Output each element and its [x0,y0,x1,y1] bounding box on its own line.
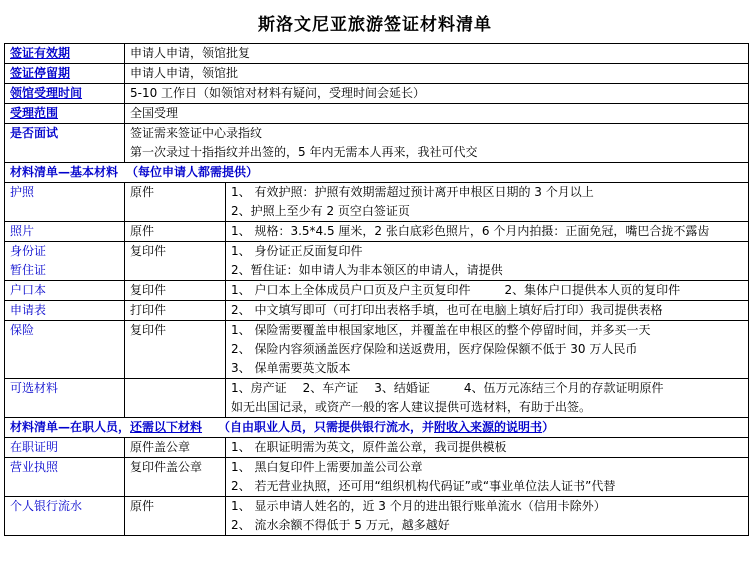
material-detail: 1、 身份证正反面复印件 2、暂住证：如申请人为非本领区的申请人，请提供 [226,242,749,281]
info-row-validity [5,44,749,64]
material-type [125,379,226,418]
section-note-emphasis: 附收入来源的说明书 [434,420,543,434]
info-label: 领馆受理时间 [5,84,125,104]
material-row-id-card [5,242,749,281]
info-value: 签证需来签证中心录指纹 第一次录过十指指纹并出签的，5 年内无需本人再来，我社可代交 [125,124,749,163]
section-title-emphasis: 还需以下材料 [130,420,203,434]
info-value: 5-10 工作日（如领馆对材料有疑问，受理时间会延长） [125,84,749,104]
material-detail: 1、 显示申请人姓名的，近 3 个月的进出银行账单流水（信用卡除外） 2、 流水余额不得低于 5 万元，越多越好 [226,497,749,536]
section-title: 材料清单—在职人员， [10,420,131,434]
material-detail: 1、房产证 2、车产证 3、结婚证 4、伍万元冻结三个月的存款证明原件 如无出国记录，或资产一般的客人建议提供可选材料，有助于出签。 [226,379,749,418]
visa-materials-table [4,43,749,536]
section-header-employed: 材料清单—在职人员，还需以下材料 （自由职业人员，只需提供银行流水，并附收入来源的说明书） [5,418,749,438]
material-detail: 1、 在职证明需为英文，原件盖公章，我司提供模板 [226,438,749,458]
material-label: 保险 [5,321,125,379]
info-row-scope [5,104,749,124]
material-label: 申请表 [5,301,125,321]
material-type: 原件 [125,183,226,222]
info-value: 申请人申请，领馆批复 [125,44,749,64]
material-label: 护照 [5,183,125,222]
material-detail: 1、 黑白复印件上需要加盖公司公章 2、 若无营业执照，还可用“组织机构代码证”或“事业单位法人证书”代替 [226,458,749,497]
material-type: 原件盖公章 [125,438,226,458]
info-row-stay [5,64,749,84]
material-type: 复印件 [125,242,226,281]
material-label: 营业执照 [5,458,125,497]
info-label: 签证停留期 [5,64,125,84]
info-label: 是否面试 [5,124,125,163]
section-header-basic [5,163,749,183]
material-row-business-license [5,458,749,497]
material-row-insurance [5,321,749,379]
info-label: 签证有效期 [5,44,125,64]
material-detail: 1、 户口本上全体成员户口页及户主页复印件 2、集体户口提供本人页的复印件 [226,281,749,301]
info-value: 全国受理 [125,104,749,124]
page-title: 斯洛文尼亚旅游签证材料清单 [258,15,492,35]
material-row-household-register [5,281,749,301]
section-title: 材料清单—基本材料 [10,165,119,179]
material-row-application-form [5,301,749,321]
material-label: 身份证 暂住证 [5,242,125,281]
material-label: 照片 [5,222,125,242]
material-row-passport [5,183,749,222]
info-value: 申请人申请，领馆批 [125,64,749,84]
section-note: （每位申请人都需提供） [126,165,259,179]
material-row-bank-statement [5,497,749,536]
material-detail: 1、 保险需要覆盖申根国家地区，并覆盖在申根区的整个停留时间，并多买一天 2、 保险内容须涵盖医疗保险和送返费用，医疗保险保额不低于 30 万人民币 3、 保单需要英文版本 [226,321,749,379]
info-row-processing-time [5,84,749,104]
material-detail: 2、 中文填写即可（可打印出表格手填，也可在电脑上填好后打印）我司提供表格 [226,301,749,321]
material-detail: 1、 规格：3.5*4.5 厘米，2 张白底彩色照片，6 个月内拍摄：正面免冠，嘴巴合拢不露齿 [226,222,749,242]
material-label: 个人银行流水 [5,497,125,536]
material-row-employment-letter [5,438,749,458]
section-note: （自由职业人员，只需提供银行流水，并 [218,420,435,434]
material-type: 复印件盖公章 [125,458,226,497]
info-row-interview [5,124,749,163]
material-label: 可选材料 [5,379,125,418]
material-detail: 1、 有效护照：护照有效期需超过预计离开申根区日期的 3 个月以上 2、护照上至少有 2 页空白签证页 [226,183,749,222]
material-type: 原件 [125,222,226,242]
material-row-photo [5,222,749,242]
material-type: 打印件 [125,301,226,321]
material-type: 复印件 [125,321,226,379]
material-type: 原件 [125,497,226,536]
material-row-optional [5,379,749,418]
material-label: 户口本 [5,281,125,301]
material-type: 复印件 [125,281,226,301]
material-label: 在职证明 [5,438,125,458]
info-label: 受理范围 [5,104,125,124]
